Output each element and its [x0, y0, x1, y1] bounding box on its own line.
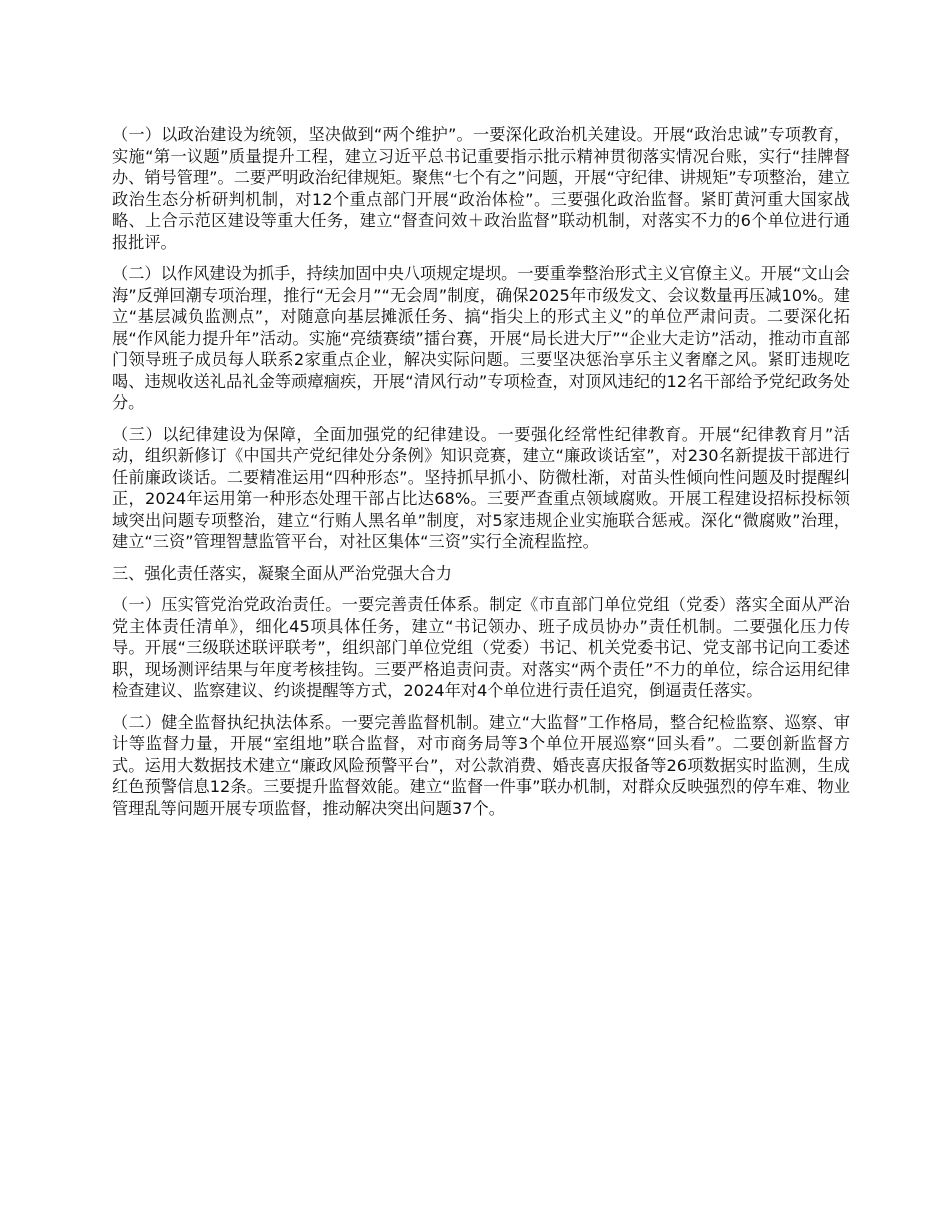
section-heading-responsibility: 三、强化责任落实，凝聚全面从严治党强大合力	[112, 563, 452, 583]
document-body	[112, 124, 850, 829]
paragraph-discipline-building: （三）以纪律建设为保障，全面加强党的纪律建设。一要强化经常性纪律教育。开展“纪律教育月”活动，组织新修订《中国共产党纪律处分条例》知识竞赛，建立“廉政谈话室”，对230名新提拔干部进行任前廉政谈话。二要精准运用“四种形态”。坚持抓早抓小、防微杜渐，对苗头性倾向性问题及时提醒纠正，2024年运用第一种形态处理干部占比达68%。三要严查重点领域腐败。开展工程建设招标投标领域突出问题专项整治，建立“行贿人黑名单”制度，对5家违规企业实施联合惩戒。深化“微腐败”治理，建立“三资”管理智慧监管平台，对社区集体“三资”实行全流程监控。	[112, 424, 850, 551]
paragraph-political-building: （一）以政治建设为统领，坚决做到“两个维护”。一要深化政治机关建设。开展“政治忠诚”专项教育，实施“第一议题”质量提升工程，建立习近平总书记重要指示批示精神贯彻落实情况台账，实行“挂牌督办、销号管理”。二要严明政治纪律规矩。聚焦“七个有之”问题，开展“守纪律、讲规矩”专项整治，建立政治生态分析研判机制，对12个重点部门开展“政治体检”。三要强化政治监督。紧盯黄河重大国家战略、上合示范区建设等重大任务，建立“督查问效＋政治监督”联动机制，对落实不力的6个单位进行通报批评。	[112, 125, 850, 252]
paragraph-supervision-system: （二）健全监督执纪执法体系。一要完善监督机制。建立“大监督”工作格局，整合纪检监察、巡察、审计等监督力量，开展“室组地”联合监督，对市商务局等3个单位开展巡察“回头看”。二要创新监督方式。运用大数据技术建立“廉政风险预警平台”，对公款消费、婚丧喜庆报备等26项数据实时监测，生成红色预警信息12条。三要提升监督效能。建立“监督一件事”联办机制，对群众反映强烈的停车难、物业管理乱等问题开展专项监督，推动解决突出问题37个。	[112, 712, 850, 818]
paragraph-work-style-building: （二）以作风建设为抓手，持续加固中央八项规定堤坝。一要重拳整治形式主义官僚主义。开展“文山会海”反弹回潮专项治理，推行“无会月”“无会周”制度，确保2025年市级发文、会议数量再压减10%。建立“基层减负监测点”，对随意向基层摊派任务、搞“指尖上的形式主义”的单位严肃问责。二要深化拓展“作风能力提升年”活动。实施“亮绩赛绩”擂台赛，开展“局长进大厅”“企业大走访”活动，推动市直部门领导班子成员每人联系2家重点企业，解决实际问题。三要坚决惩治享乐主义奢靡之风。紧盯违规吃喝、违规收送礼品礼金等顽瘴痼疾，开展“清风行动”专项检查，对顶风违纪的12名干部给予党纪政务处分。	[112, 264, 850, 412]
paragraph-party-responsibility: （一）压实管党治党政治责任。一要完善责任体系。制定《市直部门单位党组（党委）落实全面从严治党主体责任清单》，细化45项具体任务，建立“书记领办、班子成员协办”责任机制。二要强化压力传导。开展“三级联述联评联考”，组织部门单位党组（党委）书记、机关党委书记、党支部书记向工委述职，现场测评结果与年度考核挂钩。三要严格追责问责。对落实“两个责任”不力的单位，综合运用纪律检查建议、监察建议、约谈提醒等方式，2024年对4个单位进行责任追究，倒逼责任落实。	[112, 595, 850, 700]
